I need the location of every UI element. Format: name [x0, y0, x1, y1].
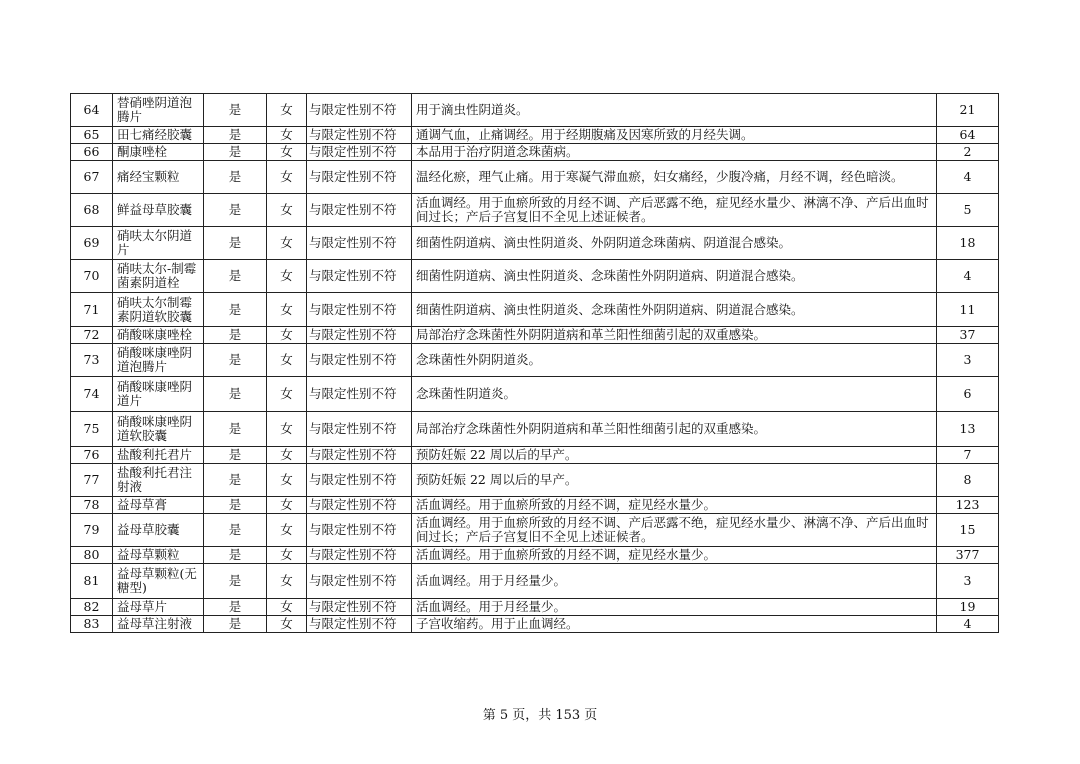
gender-cell: 女 — [267, 564, 307, 599]
flag-cell: 是 — [204, 564, 267, 599]
indication-text: 本品用于治疗阴道念珠菌病。 — [412, 144, 937, 161]
count-cell: 8 — [937, 464, 999, 497]
table-row — [71, 94, 999, 127]
limit-reason: 与限定性别不符 — [307, 260, 412, 293]
count-cell: 3 — [937, 564, 999, 599]
table-row — [71, 293, 999, 327]
limit-reason: 与限定性别不符 — [307, 497, 412, 514]
gender-cell: 女 — [267, 194, 307, 227]
row-number: 65 — [71, 127, 113, 144]
flag-cell: 是 — [204, 547, 267, 564]
gender-cell: 女 — [267, 293, 307, 327]
flag-cell: 是 — [204, 616, 267, 633]
count-cell: 37 — [937, 327, 999, 344]
limit-reason: 与限定性别不符 — [307, 377, 412, 412]
drug-name: 盐酸利托君片 — [113, 447, 204, 464]
limit-reason: 与限定性别不符 — [307, 94, 412, 127]
table-row — [71, 144, 999, 161]
table-row — [71, 260, 999, 293]
flag-cell: 是 — [204, 447, 267, 464]
row-number: 68 — [71, 194, 113, 227]
limit-reason: 与限定性别不符 — [307, 144, 412, 161]
indication-text: 活血调经。用于月经量少。 — [412, 599, 937, 616]
limit-reason: 与限定性别不符 — [307, 327, 412, 344]
limit-reason: 与限定性别不符 — [307, 599, 412, 616]
flag-cell: 是 — [204, 127, 267, 144]
table-row — [71, 412, 999, 447]
table-row — [71, 194, 999, 227]
row-number: 82 — [71, 599, 113, 616]
row-number: 83 — [71, 616, 113, 633]
table-row — [71, 227, 999, 260]
row-number: 76 — [71, 447, 113, 464]
count-cell: 19 — [937, 599, 999, 616]
count-cell: 4 — [937, 616, 999, 633]
drug-name: 替硝唑阴道泡腾片 — [113, 94, 204, 127]
flag-cell: 是 — [204, 144, 267, 161]
flag-cell: 是 — [204, 599, 267, 616]
flag-cell: 是 — [204, 161, 267, 194]
indication-text: 活血调经。用于血瘀所致的月经不调、产后恶露不绝，症见经水量少、淋漓不净、产后出血时间过长；产后子宫复旧不全见上述证候者。 — [412, 194, 937, 227]
drug-name: 痛经宝颗粒 — [113, 161, 204, 194]
row-number: 74 — [71, 377, 113, 412]
table-row — [71, 344, 999, 377]
row-number: 67 — [71, 161, 113, 194]
limit-reason: 与限定性别不符 — [307, 161, 412, 194]
indication-text: 局部治疗念珠菌性外阴阴道病和革兰阳性细菌引起的双重感染。 — [412, 327, 937, 344]
flag-cell: 是 — [204, 377, 267, 412]
gender-cell: 女 — [267, 514, 307, 547]
row-number: 79 — [71, 514, 113, 547]
drug-name: 酮康唑栓 — [113, 144, 204, 161]
table-row — [71, 127, 999, 144]
gender-cell: 女 — [267, 344, 307, 377]
limit-reason: 与限定性别不符 — [307, 547, 412, 564]
drug-name: 益母草片 — [113, 599, 204, 616]
drug-name: 硝酸咪康唑阴道片 — [113, 377, 204, 412]
count-cell: 123 — [937, 497, 999, 514]
table-row — [71, 447, 999, 464]
drug-name: 硝酸咪康唑阴道软胶囊 — [113, 412, 204, 447]
table-row — [71, 377, 999, 412]
row-number: 78 — [71, 497, 113, 514]
indication-text: 温经化瘀，理气止痛。用于寒凝气滞血瘀，妇女痛经，少腹冷痛，月经不调，经色暗淡。 — [412, 161, 937, 194]
drug-name: 益母草注射液 — [113, 616, 204, 633]
limit-reason: 与限定性别不符 — [307, 447, 412, 464]
gender-cell: 女 — [267, 161, 307, 194]
indication-text: 细菌性阴道病、滴虫性阴道炎、念珠菌性外阴阴道病、阴道混合感染。 — [412, 293, 937, 327]
drug-name: 硝酸咪康唑阴道泡腾片 — [113, 344, 204, 377]
row-number: 81 — [71, 564, 113, 599]
flag-cell: 是 — [204, 344, 267, 377]
row-number: 77 — [71, 464, 113, 497]
table-row — [71, 161, 999, 194]
limit-reason: 与限定性别不符 — [307, 344, 412, 377]
table-row — [71, 514, 999, 547]
indication-text: 通调气血，止痛调经。用于经期腹痛及因寒所致的月经失调。 — [412, 127, 937, 144]
drug-name: 益母草颗粒 — [113, 547, 204, 564]
drug-name: 益母草颗粒(无糖型) — [113, 564, 204, 599]
limit-reason: 与限定性别不符 — [307, 227, 412, 260]
gender-cell: 女 — [267, 412, 307, 447]
indication-text: 活血调经。用于月经量少。 — [412, 564, 937, 599]
table-row — [71, 599, 999, 616]
count-cell: 18 — [937, 227, 999, 260]
limit-reason: 与限定性别不符 — [307, 194, 412, 227]
table-row — [71, 327, 999, 344]
indication-text: 念珠菌性阴道炎。 — [412, 377, 937, 412]
drug-name: 鲜益母草胶囊 — [113, 194, 204, 227]
gender-cell: 女 — [267, 260, 307, 293]
flag-cell: 是 — [204, 194, 267, 227]
row-number: 72 — [71, 327, 113, 344]
gender-cell: 女 — [267, 227, 307, 260]
indication-text: 预防妊娠 22 周以后的早产。 — [412, 464, 937, 497]
row-number: 80 — [71, 547, 113, 564]
gender-cell: 女 — [267, 497, 307, 514]
row-number: 70 — [71, 260, 113, 293]
indication-text: 念珠菌性外阴阴道炎。 — [412, 344, 937, 377]
gender-cell: 女 — [267, 447, 307, 464]
count-cell: 64 — [937, 127, 999, 144]
count-cell: 4 — [937, 260, 999, 293]
indication-text: 用于滴虫性阴道炎。 — [412, 94, 937, 127]
limit-reason: 与限定性别不符 — [307, 514, 412, 547]
row-number: 66 — [71, 144, 113, 161]
gender-cell: 女 — [267, 327, 307, 344]
limit-reason: 与限定性别不符 — [307, 464, 412, 497]
gender-cell: 女 — [267, 464, 307, 497]
flag-cell: 是 — [204, 497, 267, 514]
limit-reason: 与限定性别不符 — [307, 412, 412, 447]
row-number: 69 — [71, 227, 113, 260]
indication-text: 细菌性阴道病、滴虫性阴道炎、外阴阴道念珠菌病、阴道混合感染。 — [412, 227, 937, 260]
count-cell: 4 — [937, 161, 999, 194]
flag-cell: 是 — [204, 514, 267, 547]
indication-text: 活血调经。用于血瘀所致的月经不调，症见经水量少。 — [412, 497, 937, 514]
page-footer: 第 5 页，共 153 页 — [482, 708, 598, 723]
count-cell: 2 — [937, 144, 999, 161]
indication-text: 活血调经。用于血瘀所致的月经不调、产后恶露不绝，症见经水量少、淋漓不净、产后出血时间过长；产后子宫复旧不全见上述证候者。 — [412, 514, 937, 547]
flag-cell: 是 — [204, 464, 267, 497]
table-row — [71, 547, 999, 564]
count-cell: 11 — [937, 293, 999, 327]
count-cell: 13 — [937, 412, 999, 447]
drug-name: 硝呋太尔-制霉菌素阴道栓 — [113, 260, 204, 293]
flag-cell: 是 — [204, 412, 267, 447]
count-cell: 21 — [937, 94, 999, 127]
row-number: 73 — [71, 344, 113, 377]
indication-text: 细菌性阴道病、滴虫性阴道炎、念珠菌性外阴阴道病、阴道混合感染。 — [412, 260, 937, 293]
table-row — [71, 564, 999, 599]
row-number: 75 — [71, 412, 113, 447]
indication-text: 活血调经。用于血瘀所致的月经不调，症见经水量少。 — [412, 547, 937, 564]
gender-cell: 女 — [267, 144, 307, 161]
row-number: 71 — [71, 293, 113, 327]
drug-name: 硝酸咪康唑栓 — [113, 327, 204, 344]
indication-text: 预防妊娠 22 周以后的早产。 — [412, 447, 937, 464]
count-cell: 15 — [937, 514, 999, 547]
limit-reason: 与限定性别不符 — [307, 127, 412, 144]
flag-cell: 是 — [204, 260, 267, 293]
indication-text: 子宫收缩药。用于止血调经。 — [412, 616, 937, 633]
table-row — [71, 616, 999, 633]
gender-cell: 女 — [267, 377, 307, 412]
indication-text: 局部治疗念珠菌性外阴阴道病和革兰阳性细菌引起的双重感染。 — [412, 412, 937, 447]
gender-cell: 女 — [267, 547, 307, 564]
table-body — [71, 94, 999, 633]
flag-cell: 是 — [204, 227, 267, 260]
drug-name: 田七痛经胶囊 — [113, 127, 204, 144]
flag-cell: 是 — [204, 327, 267, 344]
count-cell: 3 — [937, 344, 999, 377]
drug-name: 硝呋太尔制霉素阴道软胶囊 — [113, 293, 204, 327]
gender-cell: 女 — [267, 599, 307, 616]
table-row — [71, 497, 999, 514]
drug-name: 益母草膏 — [113, 497, 204, 514]
row-number: 64 — [71, 94, 113, 127]
drug-name: 盐酸利托君注射液 — [113, 464, 204, 497]
flag-cell: 是 — [204, 94, 267, 127]
count-cell: 7 — [937, 447, 999, 464]
count-cell: 377 — [937, 547, 999, 564]
count-cell: 5 — [937, 194, 999, 227]
limit-reason: 与限定性别不符 — [307, 564, 412, 599]
gender-cell: 女 — [267, 127, 307, 144]
drug-name: 硝呋太尔阴道片 — [113, 227, 204, 260]
gender-cell: 女 — [267, 616, 307, 633]
limit-reason: 与限定性别不符 — [307, 293, 412, 327]
limit-reason: 与限定性别不符 — [307, 616, 412, 633]
flag-cell: 是 — [204, 293, 267, 327]
drug-gender-table — [70, 93, 999, 633]
table-row — [71, 464, 999, 497]
count-cell: 6 — [937, 377, 999, 412]
gender-cell: 女 — [267, 94, 307, 127]
drug-name: 益母草胶囊 — [113, 514, 204, 547]
